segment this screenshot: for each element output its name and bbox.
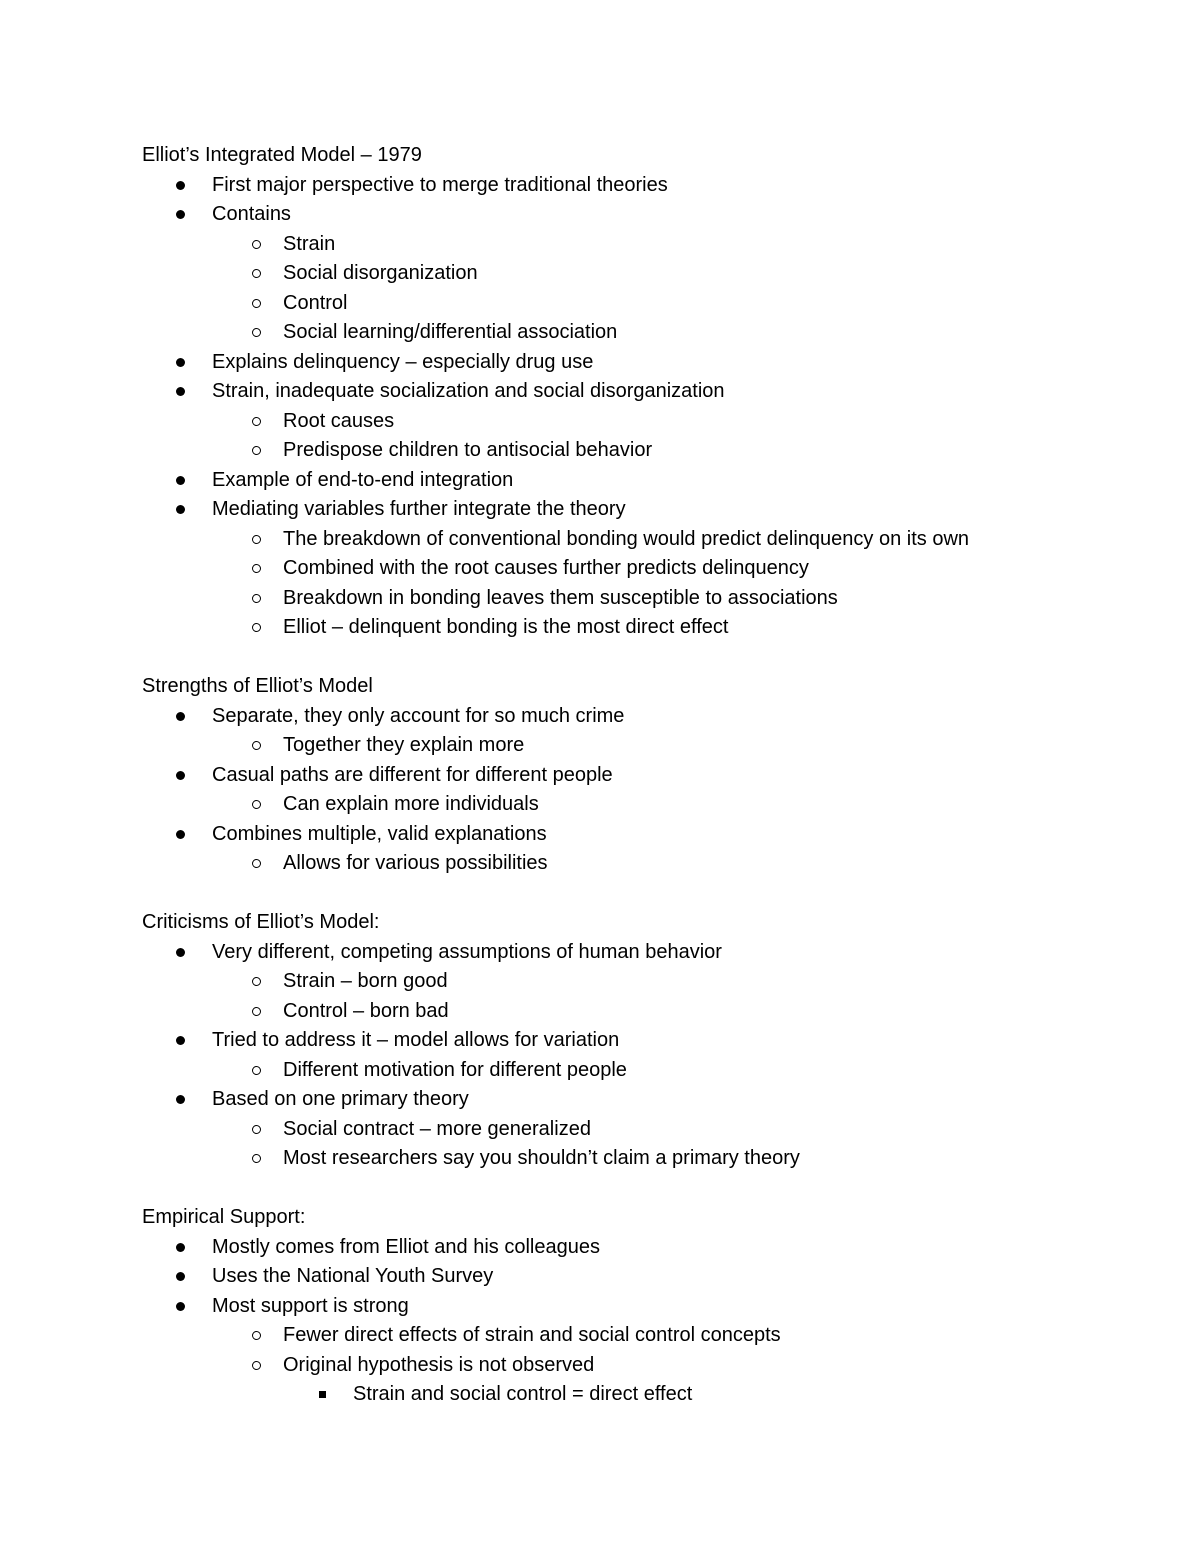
- bullet-circle-icon: [246, 1351, 266, 1381]
- list-item-text: Explains delinquency – especially drug use: [212, 350, 594, 373]
- section-heading: Strengths of Elliot’s Model: [142, 675, 373, 697]
- section-heading: Criticisms of Elliot’s Model:: [142, 911, 380, 933]
- section-spacer: [142, 643, 1142, 673]
- list-item: [142, 436, 1142, 466]
- bullet-dot-icon: [170, 200, 190, 230]
- list-item-text: Breakdown in bonding leaves them susceptible to associations: [283, 586, 838, 609]
- list-item-text: Most researchers say you shouldn’t claim a primary theory: [283, 1147, 800, 1169]
- bullet-circle-icon: [246, 230, 266, 260]
- bullet-dot-icon: [170, 761, 190, 791]
- list-item: [142, 997, 1142, 1027]
- list-item-text: Root causes: [283, 409, 395, 432]
- list-item-text: Together they explain more: [283, 734, 525, 756]
- bullet-circle-icon: [246, 849, 266, 879]
- section-heading: Elliot’s Integrated Model – 1979: [142, 144, 422, 166]
- list-item-text: Mostly comes from Elliot and his colleagues: [212, 1235, 600, 1258]
- list-item-text: Can explain more individuals: [283, 793, 539, 815]
- list-item: [142, 1233, 1142, 1263]
- bullet-dot-icon: [170, 1085, 190, 1115]
- list-item: [142, 525, 1142, 555]
- list-item: [142, 377, 1142, 407]
- list-item: [142, 1380, 1142, 1410]
- list-item-text: Predispose children to antisocial behavior: [283, 439, 653, 461]
- list-item: [142, 1292, 1142, 1322]
- list-item: [142, 702, 1142, 732]
- section-heading: Empirical Support:: [142, 1206, 306, 1228]
- list-item: [142, 289, 1142, 319]
- bullet-dot-icon: [170, 171, 190, 201]
- list-item-text: Control – born bad: [283, 999, 449, 1022]
- bullet-circle-icon: [246, 1115, 266, 1145]
- bullet-circle-icon: [246, 436, 266, 466]
- list-item: [142, 820, 1142, 850]
- list-item: [142, 318, 1142, 348]
- bullet-circle-icon: [246, 259, 266, 289]
- document-body: [142, 141, 1142, 1410]
- bullet-square-icon: [312, 1380, 332, 1410]
- bullet-circle-icon: [246, 613, 266, 643]
- list-item: [142, 407, 1142, 437]
- list-item: [142, 1085, 1142, 1115]
- list-item: [142, 466, 1142, 496]
- list-item-text: Very different, competing assumptions of human behavior: [212, 940, 722, 963]
- bullet-dot-icon: [170, 466, 190, 496]
- list-item: [142, 967, 1142, 997]
- list-item-text: Strain – born good: [283, 970, 448, 992]
- bullet-circle-icon: [246, 1056, 266, 1086]
- list-item-text: Example of end-to-end integration: [212, 468, 514, 491]
- bullet-circle-icon: [246, 289, 266, 319]
- list-item: [142, 1351, 1142, 1381]
- list-item-text: Separate, they only account for so much crime: [212, 704, 625, 727]
- list-item: [142, 613, 1142, 643]
- list-item-text: First major perspective to merge traditional theories: [212, 173, 668, 196]
- bullet-circle-icon: [246, 584, 266, 614]
- list-item-text: Combines multiple, valid explanations: [212, 822, 547, 845]
- list-item: [142, 1115, 1142, 1145]
- bullet-circle-icon: [246, 1321, 266, 1351]
- list-item-text: Social contract – more generalized: [283, 1117, 591, 1140]
- bullet-circle-icon: [246, 525, 266, 555]
- list-item-text: Contains: [212, 203, 291, 225]
- list-item: [142, 1144, 1142, 1174]
- section: [142, 1203, 1142, 1410]
- list-item-text: Mediating variables further integrate the theory: [212, 498, 626, 520]
- list-item-text: Strain, inadequate socialization and social disorganization: [212, 380, 725, 402]
- bullet-dot-icon: [170, 1026, 190, 1056]
- list-item-text: Fewer direct effects of strain and social control concepts: [283, 1324, 781, 1346]
- bullet-circle-icon: [246, 554, 266, 584]
- list-item-text: Casual paths are different for different people: [212, 763, 613, 786]
- list-item: [142, 171, 1142, 201]
- bullet-dot-icon: [170, 1262, 190, 1292]
- bullet-circle-icon: [246, 407, 266, 437]
- list-item-text: Social learning/differential association: [283, 321, 618, 343]
- bullet-circle-icon: [246, 790, 266, 820]
- bullet-dot-icon: [170, 495, 190, 525]
- list-item: [142, 495, 1142, 525]
- list-item-text: Strain and social control = direct effect: [353, 1383, 693, 1405]
- list-item: [142, 1321, 1142, 1351]
- list-item: [142, 348, 1142, 378]
- bullet-dot-icon: [170, 820, 190, 850]
- list-item: [142, 230, 1142, 260]
- bullet-dot-icon: [170, 938, 190, 968]
- list-item: [142, 200, 1142, 230]
- bullet-dot-icon: [170, 377, 190, 407]
- bullet-dot-icon: [170, 1292, 190, 1322]
- list-item-text: Combined with the root causes further predicts delinquency: [283, 557, 809, 579]
- list-item-text: Uses the National Youth Survey: [212, 1265, 494, 1287]
- bullet-dot-icon: [170, 1233, 190, 1263]
- list-item-text: Most support is strong: [212, 1294, 409, 1317]
- list-item: [142, 1262, 1142, 1292]
- list-item-text: Control: [283, 291, 348, 314]
- list-item: [142, 938, 1142, 968]
- bullet-dot-icon: [170, 348, 190, 378]
- list-item: [142, 761, 1142, 791]
- list-item-text: Different motivation for different people: [283, 1058, 627, 1081]
- list-item-text: Based on one primary theory: [212, 1088, 469, 1110]
- section-spacer: [142, 879, 1142, 909]
- bullet-circle-icon: [246, 731, 266, 761]
- bullet-circle-icon: [246, 997, 266, 1027]
- list-item-text: The breakdown of conventional bonding would predict delinquency on its own: [283, 527, 970, 550]
- bullet-circle-icon: [246, 1144, 266, 1174]
- list-item: [142, 1026, 1142, 1056]
- list-item: [142, 849, 1142, 879]
- bullet-dot-icon: [170, 702, 190, 732]
- list-item-text: Strain: [283, 232, 336, 255]
- bullet-circle-icon: [246, 967, 266, 997]
- list-item: [142, 554, 1142, 584]
- list-item: [142, 1056, 1142, 1086]
- list-item-text: Allows for various possibilities: [283, 852, 548, 874]
- list-item-text: Tried to address it – model allows for variation: [212, 1029, 620, 1051]
- list-item-text: Original hypothesis is not observed: [283, 1353, 595, 1376]
- list-item: [142, 790, 1142, 820]
- list-item-text: Elliot – delinquent bonding is the most direct effect: [283, 616, 729, 638]
- section: [142, 908, 1142, 1174]
- section-spacer: [142, 1174, 1142, 1204]
- list-item: [142, 584, 1142, 614]
- list-item-text: Social disorganization: [283, 262, 478, 284]
- list-item: [142, 259, 1142, 289]
- list-item: [142, 731, 1142, 761]
- bullet-circle-icon: [246, 318, 266, 348]
- section: [142, 672, 1142, 879]
- section: [142, 141, 1142, 643]
